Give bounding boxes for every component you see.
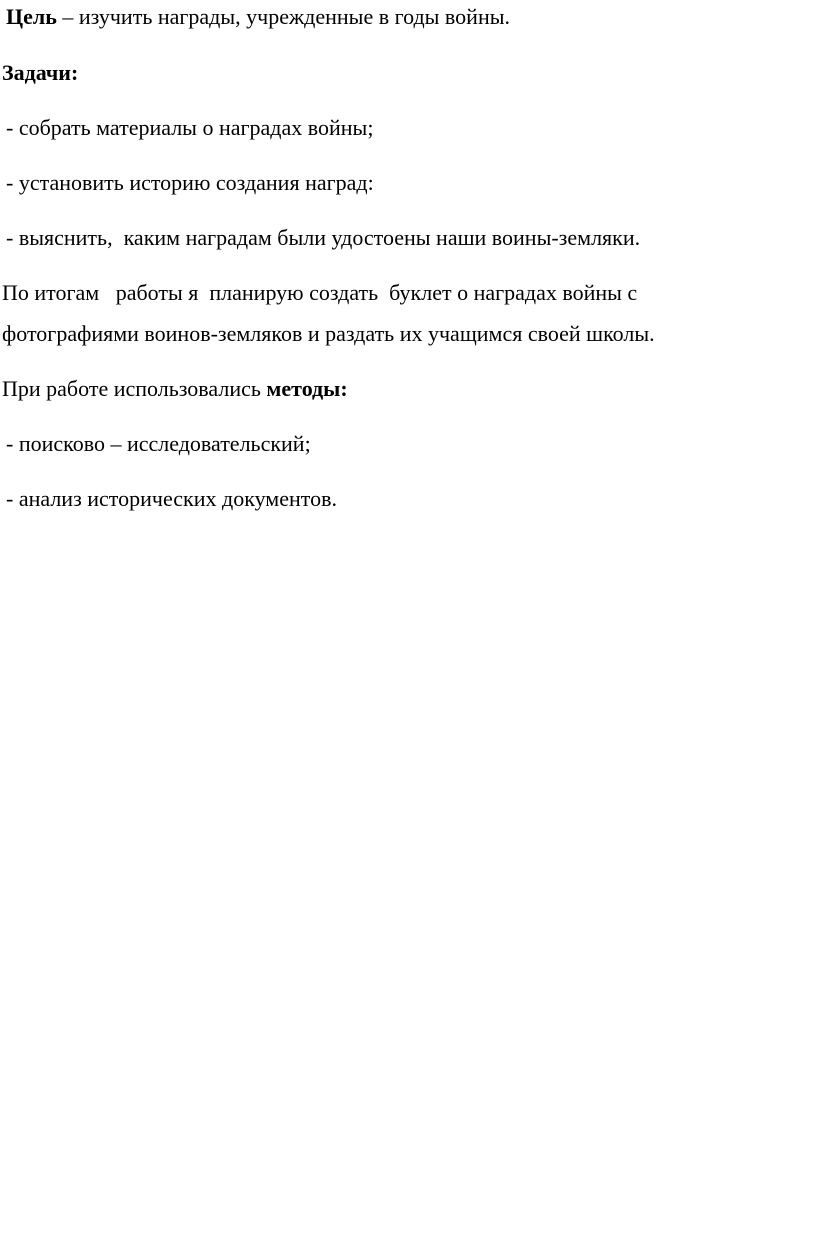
- goal-line: [6, 4, 510, 30]
- plan-line-1: По итогам работы я планирую создать буклет о наградах войны с: [2, 280, 638, 305]
- methods-intro-line: [2, 376, 348, 402]
- task-item: - установить историю создания наград:: [6, 170, 374, 195]
- task-item: - собрать материалы о наградах войны;: [6, 115, 374, 140]
- goal-label: Цель: [6, 4, 57, 29]
- methods-intro: При работе использовались: [2, 376, 267, 401]
- tasks-heading: Задачи:: [2, 60, 79, 85]
- plan-line-2: фотографиями воинов-земляков и раздать их учащимся своей школы.: [2, 321, 655, 346]
- goal-text: – изучить награды, учрежденные в годы войны.: [56, 4, 510, 29]
- methods-label: методы:: [266, 376, 348, 401]
- task-item: - выяснить, каким наградам были удостоены наши воины-земляки.: [6, 225, 641, 250]
- method-item: - анализ исторических документов.: [6, 486, 337, 511]
- method-item: - поисково – исследовательский;: [6, 431, 311, 456]
